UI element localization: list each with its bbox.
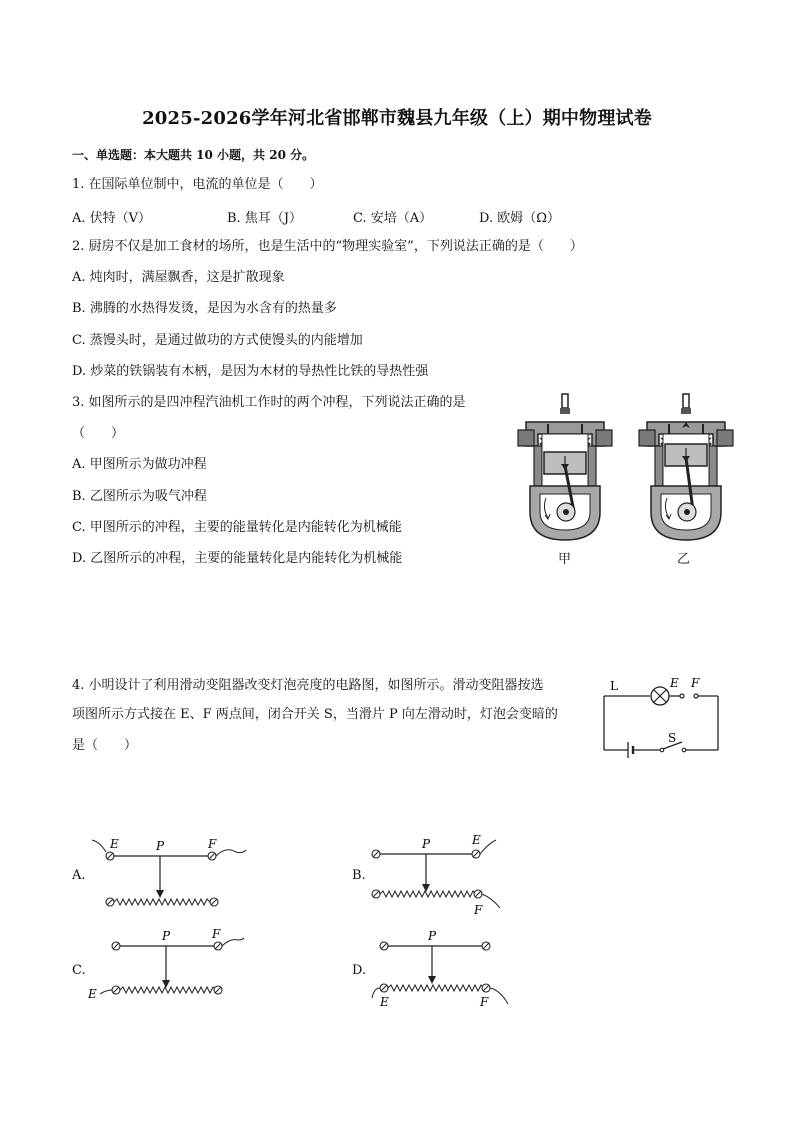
lamp-label: L xyxy=(610,679,618,693)
rheostat-option-d[interactable] xyxy=(368,926,518,1010)
option-b-e-label: E xyxy=(472,833,481,847)
page-title: 2025-2026学年河北省邯郸市魏县九年级（上）期中物理试卷 xyxy=(142,108,652,129)
q4-option-b[interactable]: B. xyxy=(352,868,366,883)
option-c-e-label: E xyxy=(88,987,97,1001)
switch-label: S xyxy=(668,731,677,745)
option-a-e-label: E xyxy=(110,837,119,851)
rheostat-option-c[interactable] xyxy=(88,928,248,1004)
option-c-p-label: P xyxy=(162,929,171,943)
section-heading: 一、单选题：本大题共 10 小题，共 20 分。 xyxy=(72,148,315,162)
q2-stem: 2. 厨房不仅是加工食材的场所，也是生活中的“物理实验室”，下列说法正确的是（ ） xyxy=(72,239,583,254)
q1-option-b[interactable]: B. 焦耳（J） xyxy=(227,211,303,226)
option-a-f-label: F xyxy=(208,837,217,851)
q4-stem-line3: 是（ ） xyxy=(72,738,138,753)
engine-figure-yi xyxy=(633,394,739,544)
rheostat-option-a[interactable] xyxy=(90,838,250,914)
q3-option-b[interactable]: B. 乙图所示为吸气冲程 xyxy=(72,489,207,504)
q4-option-a[interactable]: A. xyxy=(72,868,86,883)
figure-label-yi: 乙 xyxy=(677,552,691,567)
q2-option-d[interactable]: D. 炒菜的铁锅装有木柄，是因为木材的导热性比铁的导热性强 xyxy=(72,364,429,379)
q1-stem: 1. 在国际单位制中，电流的单位是（ ） xyxy=(72,177,323,192)
q3-option-a[interactable]: A. 甲图所示为做功冲程 xyxy=(72,457,207,472)
option-b-f-label: F xyxy=(474,903,483,917)
circuit-diagram xyxy=(600,676,724,760)
q2-option-b[interactable]: B. 沸腾的水热得发烫，是因为水含有的热量多 xyxy=(72,301,337,316)
q3-stem-line1: 3. 如图所示的是四冲程汽油机工作时的两个冲程，下列说法正确的是 xyxy=(72,395,466,410)
q3-stem-line2: （ ） xyxy=(72,426,125,441)
option-c-f-label: F xyxy=(212,927,221,941)
terminal-e-label: E xyxy=(670,676,679,690)
q4-option-d[interactable]: D. xyxy=(352,963,367,978)
option-a-p-label: P xyxy=(156,839,165,853)
q1-option-c[interactable]: C. 安培（A） xyxy=(353,211,433,226)
option-d-p-label: P xyxy=(428,929,437,943)
option-b-p-label: P xyxy=(422,837,431,851)
q3-option-c[interactable]: C. 甲图所示的冲程，主要的能量转化是内能转化为机械能 xyxy=(72,520,402,535)
rheostat-option-b[interactable] xyxy=(368,832,518,918)
q4-stem-line2: 项图所示方式接在 E、F 两点间，闭合开关 S，当滑片 P 向左滑动时，灯泡会变暗的 xyxy=(72,707,558,722)
q2-option-c[interactable]: C. 蒸馒头时，是通过做功的方式使馒头的内能增加 xyxy=(72,333,363,348)
engine-figure-jia xyxy=(512,394,618,544)
terminal-f-label: F xyxy=(691,676,700,690)
q4-option-c[interactable]: C. xyxy=(72,963,86,978)
q3-option-d[interactable]: D. 乙图所示的冲程，主要的能量转化是内能转化为机械能 xyxy=(72,551,403,566)
q4-stem-line1: 4. 小明设计了利用滑动变阻器改变灯泡亮度的电路图，如图所示。滑动变阻器按选 xyxy=(72,678,544,693)
option-d-e-label: E xyxy=(380,995,389,1009)
q1-option-a[interactable]: A. 伏特（V） xyxy=(72,211,152,226)
q1-option-d[interactable]: D. 欧姆（Ω） xyxy=(479,211,561,226)
q2-option-a[interactable]: A. 炖肉时，满屋飘香，这是扩散现象 xyxy=(72,270,285,285)
figure-label-jia: 甲 xyxy=(558,552,572,567)
option-d-f-label: F xyxy=(480,995,489,1009)
